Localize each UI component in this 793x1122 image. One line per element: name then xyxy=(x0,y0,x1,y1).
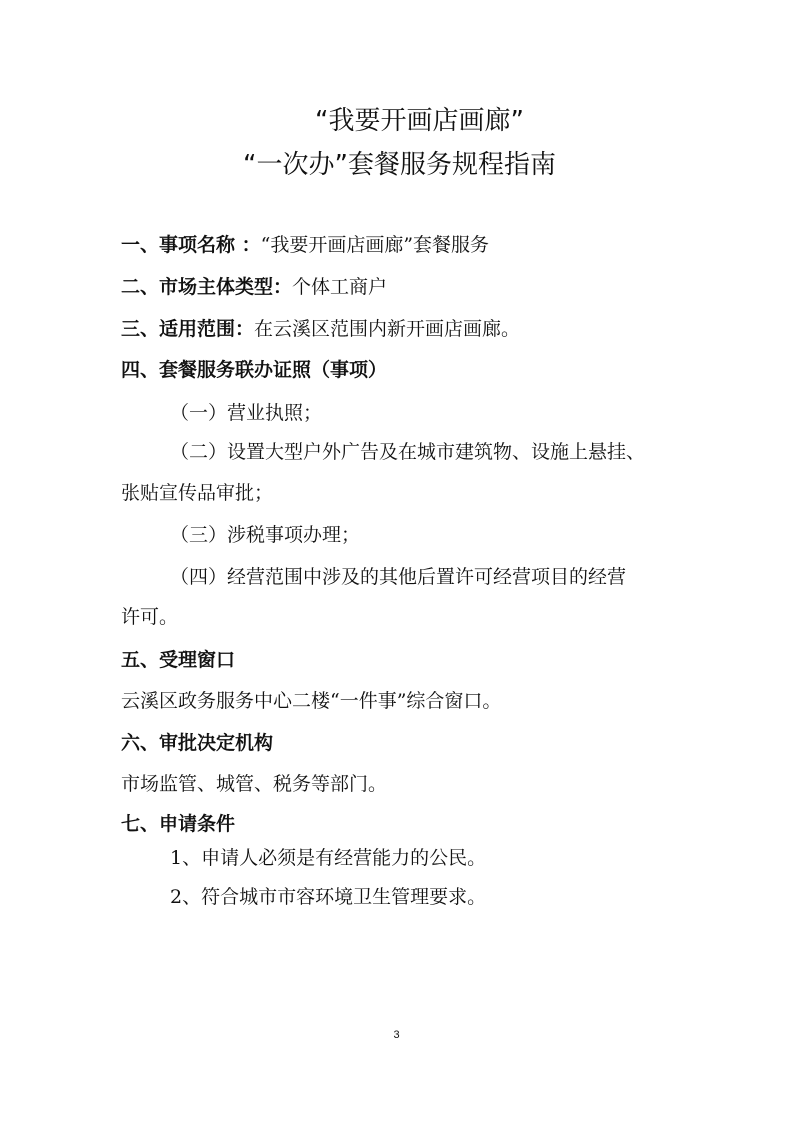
section-1 xyxy=(121,232,489,259)
document-title-line1: “我要开画店画廊” xyxy=(315,106,524,136)
section-5-text: 云溪区政务服务中心二楼“一件事”综合窗口。 xyxy=(121,690,502,712)
section-2 xyxy=(121,274,387,301)
section-4-item-2-line-2: 张贴宣传品审批； xyxy=(121,482,274,504)
section-4-heading: 四、套餐服务联办证照（事项） xyxy=(121,359,388,381)
section-2-text: 个体工商户 xyxy=(292,276,388,298)
section-4-item-4-line-1: （四）经营范围中涉及的其他后置许可经营项目的经营 xyxy=(170,566,627,588)
section-4-item-3: （三）涉税事项办理； xyxy=(170,524,361,546)
section-7-item-2: 2、符合城市市容环境卫生管理要求。 xyxy=(170,886,487,908)
section-2-heading: 二、市场主体类型： xyxy=(121,276,293,298)
section-6-text: 市场监管、城管、税务等部门。 xyxy=(121,773,388,795)
section-5-heading: 五、受理窗口 xyxy=(121,649,236,671)
section-4-item-2-line-1: （二）设置大型户外广告及在城市建筑物、设施上悬挂、 xyxy=(170,441,646,463)
section-3-text: 在云溪区范围内新开画店画廊。 xyxy=(254,318,521,340)
page-number: 3 xyxy=(393,1029,400,1041)
document-title-line2: “一次办”套餐服务规程指南 xyxy=(243,150,556,180)
section-1-text: “我要开画店画廊”套餐服务 xyxy=(260,234,490,256)
section-7-item-1: 1、申请人必须是有经营能力的公民。 xyxy=(170,847,487,869)
section-3-heading: 三、适用范围： xyxy=(121,318,255,340)
section-6-heading: 六、审批决定机构 xyxy=(121,732,274,754)
section-4-item-1: （一）营业执照； xyxy=(170,402,323,424)
section-7-heading: 七、申请条件 xyxy=(121,813,236,835)
section-3 xyxy=(121,316,520,343)
section-1-heading: 一、事项名称 ： xyxy=(121,234,261,256)
section-4-item-4-line-2: 许可。 xyxy=(121,606,179,628)
